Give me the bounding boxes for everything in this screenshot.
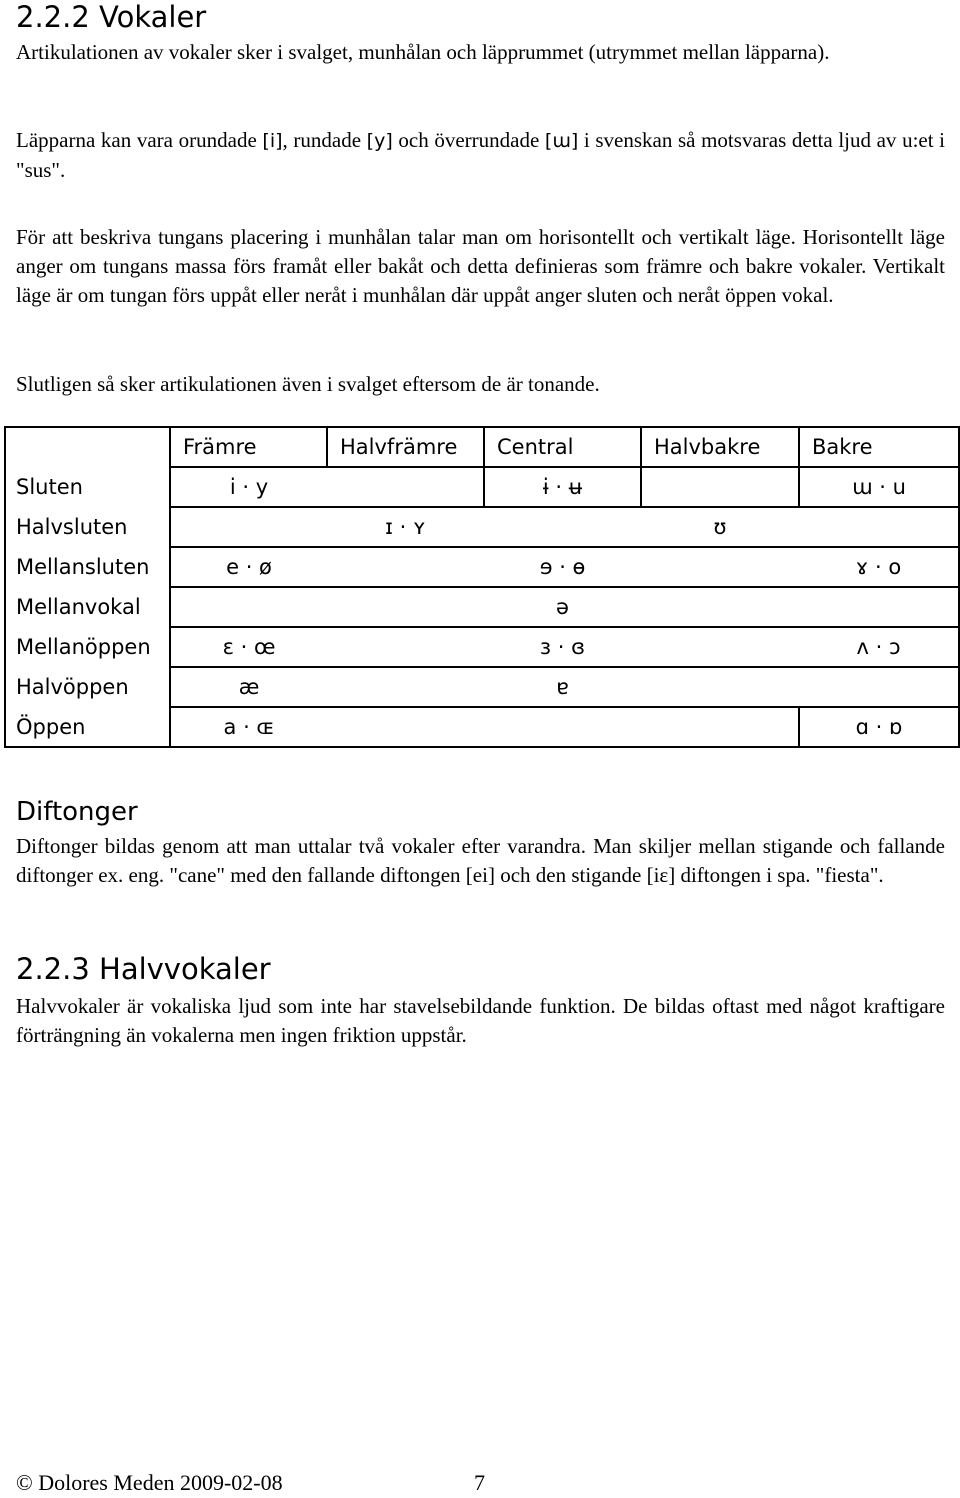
section-heading-vokaler: 2.2.2 Vokaler (16, 0, 207, 34)
row-label: Mellansluten (5, 547, 170, 587)
section-heading-diftonger: Diftonger (16, 797, 138, 827)
column-header: Halvfrämre (327, 427, 484, 467)
vowel-cell: ɨ · ʉ (484, 467, 641, 507)
vowel-cell: ɛ · œ (170, 627, 327, 667)
vowel-cell (327, 667, 484, 707)
row-label: Öppen (5, 707, 170, 747)
page-number: 7 (474, 1470, 485, 1495)
ipa-symbol: [i] (262, 130, 283, 152)
table-row (5, 467, 959, 507)
vowel-cell: ɑ · ɒ (799, 707, 959, 747)
table-row (5, 507, 959, 547)
row-label: Sluten (5, 467, 170, 507)
vowel-cell (641, 627, 799, 667)
vowel-cell (484, 707, 641, 747)
vowel-cell (799, 507, 959, 547)
vowel-cell (327, 627, 484, 667)
vowel-cell (641, 467, 799, 507)
page-footer (16, 1468, 485, 1498)
column-header: Halvbakre (641, 427, 799, 467)
paragraph-diftonger: Diftonger bildas genom att man uttalar två vokaler efter varandra. Man skiljer mellan stigande och fallande diftonger ex. eng. "cane" med den fallande diftongen [ei] och den stigande [iɛ] diftongen i spa. "fiesta". (16, 834, 945, 887)
vowel-table (4, 426, 960, 748)
paragraph-lappar (16, 126, 945, 185)
vowel-cell: ʊ (641, 507, 799, 547)
vowel-cell: ɤ · o (799, 547, 959, 587)
vowel-cell (641, 707, 799, 747)
vowel-cell (641, 587, 799, 627)
vowel-cell (641, 667, 799, 707)
vowel-cell (327, 547, 484, 587)
section-heading-halvvokaler: 2.2.3 Halvvokaler (16, 952, 271, 986)
vowel-cell: ə (484, 587, 641, 627)
table-row (5, 667, 959, 707)
table-row (5, 627, 959, 667)
column-header: Främre (170, 427, 327, 467)
vowel-cell: æ (170, 667, 327, 707)
vowel-cell: e · ø (170, 547, 327, 587)
row-label: Halvsluten (5, 507, 170, 547)
row-label: Halvöppen (5, 667, 170, 707)
vowel-cell: ɜ · ɞ (484, 627, 641, 667)
vowel-cell: ɘ · ɵ (484, 547, 641, 587)
table-row (5, 587, 959, 627)
text-fragment: Läpparna kan vara orundade (16, 128, 263, 152)
column-header: Bakre (799, 427, 959, 467)
vowel-cell (327, 467, 484, 507)
vowel-cell: ʌ · ɔ (799, 627, 959, 667)
table-header-row (5, 427, 959, 467)
row-label: Mellanvokal (5, 587, 170, 627)
vowel-cell (799, 587, 959, 627)
paragraph-tungans-placering: För att beskriva tungans placering i munhålan talar man om horisontellt och vertikalt läge. Horisontellt läge anger om tungans massa förs framåt eller bakåt och detta definieras som främre och bakre vokaler. Vertikalt läge är om tungan förs uppåt eller neråt i munhålan där uppåt anger sluten och neråt öppen vokal. (16, 225, 945, 307)
vowel-cell (641, 547, 799, 587)
text-fragment: och överrundade (392, 128, 545, 152)
ipa-symbol: [ɯ] (544, 130, 579, 152)
vowel-cell: ɐ (484, 667, 641, 707)
vowel-cell: a · ɶ (170, 707, 327, 747)
vowel-cell: i · y (170, 467, 327, 507)
paragraph-svalget: Slutligen så sker artikulationen även i svalget eftersom de är tonande. (16, 372, 600, 396)
vowel-cell (170, 587, 327, 627)
table-corner-cell (5, 427, 170, 467)
text-fragment: , rundade (282, 128, 367, 152)
paragraph-halvvokaler: Halvvokaler är vokaliska ljud som inte har stavelsebildande funktion. De bildas oftast med något kraftigare förträngning än vokalerna men ingen friktion uppstår. (16, 994, 945, 1047)
row-label: Mellanöppen (5, 627, 170, 667)
vowel-cell (327, 587, 484, 627)
vowel-cell (327, 707, 484, 747)
ipa-symbol: [y] (366, 130, 393, 152)
paragraph-artikulation: Artikulationen av vokaler sker i svalget, munhålan och läpprummet (utrymmet mellan läpparna). (16, 40, 830, 64)
copyright-text: © Dolores Meden 2009-02-08 (16, 1470, 283, 1495)
vowel-cell: ɯ · u (799, 467, 959, 507)
table-row (5, 547, 959, 587)
text-fragment: i svenskan så motsvaras detta ljud av u:et i "sus". (16, 128, 946, 182)
vowel-cell (799, 667, 959, 707)
vowel-cell (170, 507, 327, 547)
column-header: Central (484, 427, 641, 467)
table-row (5, 707, 959, 747)
vowel-cell: ɪ · ʏ (327, 507, 484, 547)
vowel-cell (484, 507, 641, 547)
